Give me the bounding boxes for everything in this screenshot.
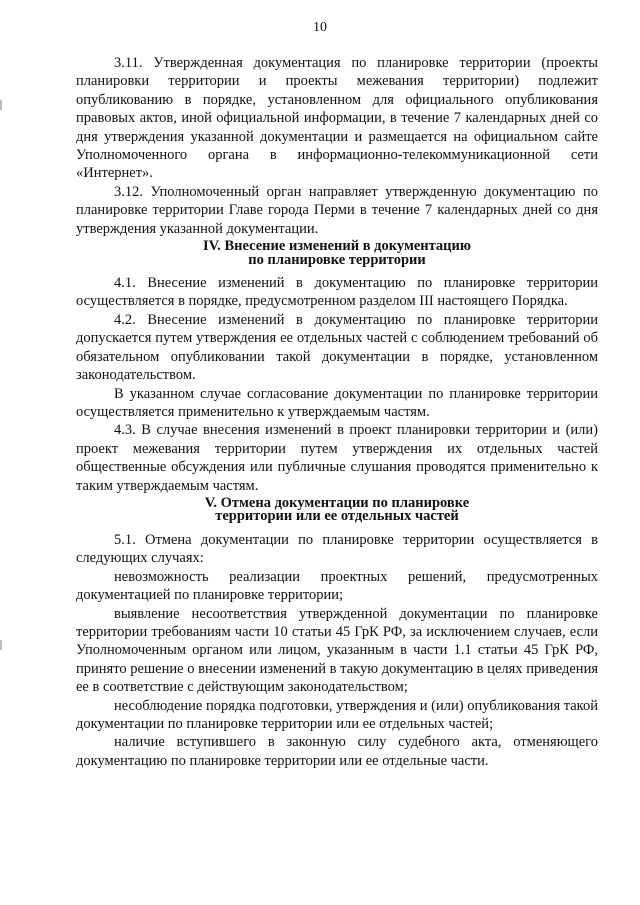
paragraph-3-11: 3.11. Утвержденная документация по планировке территории (проекты планировки территории и проекты межевания территории) подлежит опубликованию в порядке, установленном для официального опубликования правовых актов, иной официальной информации, в течение 7 календарных дней со дня утверждения указанной документации и размещается на официальном сайте Уполномоченного органа в информационно-телекоммуникационной сети «Интернет». [76,55,598,182]
paragraph-5-1: 5.1. Отмена документации по планировке территории осуществляется в следующих случаях: [76,531,598,567]
paragraph-4-2: 4.2. Внесение изменений в документацию по планировке территории допускается путем утверждения ее отдельных частей с соблюдением требований об обязательном опубликовании такой документации в порядке, установленном законодательством. [76,311,598,384]
heading-line: по планировке территории [248,251,426,268]
paragraph-4-2-note: В указанном случае согласование документации по планировке территории осуществляется применительно к утверждаемым частям. [76,385,598,420]
scan-margin-mark [0,100,2,110]
document-body [76,54,598,770]
list-item-procedure-violation: несоблюдение порядка подготовки, утверждения и (или) опубликования такой документации по планировке территории или ее отдельных частей; [76,697,599,732]
heading-line: территории или ее отдельных частей [215,508,459,525]
list-item-nonconformity: выявление несоответствия утвержденной документации по планировке территории требованиям части 10 статьи 45 ГрК РФ, за исключением случаев, если Уполномоченным органом или лицом, указанным в части 1.1 статьи 45 ГрК РФ, принято решение о внесении изменений в такую документацию в целях приведения ее в соответствие с действующим законодательством; [76,605,598,696]
scan-margin-mark [0,640,2,650]
paragraph-3-12: 3.12. Уполномоченный орган направляет утвержденную документацию по планировке территории Главе города Перми в течение 7 календарных дней со дня утверждения указанной документации. [76,183,598,237]
list-item-court-decision: наличие вступившего в законную силу судебного акта, отменяющего документацию по планировке территории или ее отдельные части. [76,734,598,769]
paragraph-4-3: 4.3. В случае внесения изменений в проект планировки территории и (или) проект межевания территории путем утверждения их отдельных частей общественные обсуждения или публичные слушания проводятся применительно к таким утверждаемым частям. [76,422,598,494]
heading-line: IV. Внесение изменений в документацию [203,238,471,255]
section-heading-iv [76,240,598,267]
heading-line: V. Отмена документации по планировке [204,494,470,511]
list-item-impossibility: невозможность реализации проектных решений, предусмотренных документацией по планировке территории; [76,568,598,604]
paragraph-4-1: 4.1. Внесение изменений в документацию по планировке территории осуществляется в порядке, предусмотренном разделом III настоящего Порядка. [76,275,598,310]
section-heading-v [76,494,598,525]
page-number: 10 [313,20,327,35]
